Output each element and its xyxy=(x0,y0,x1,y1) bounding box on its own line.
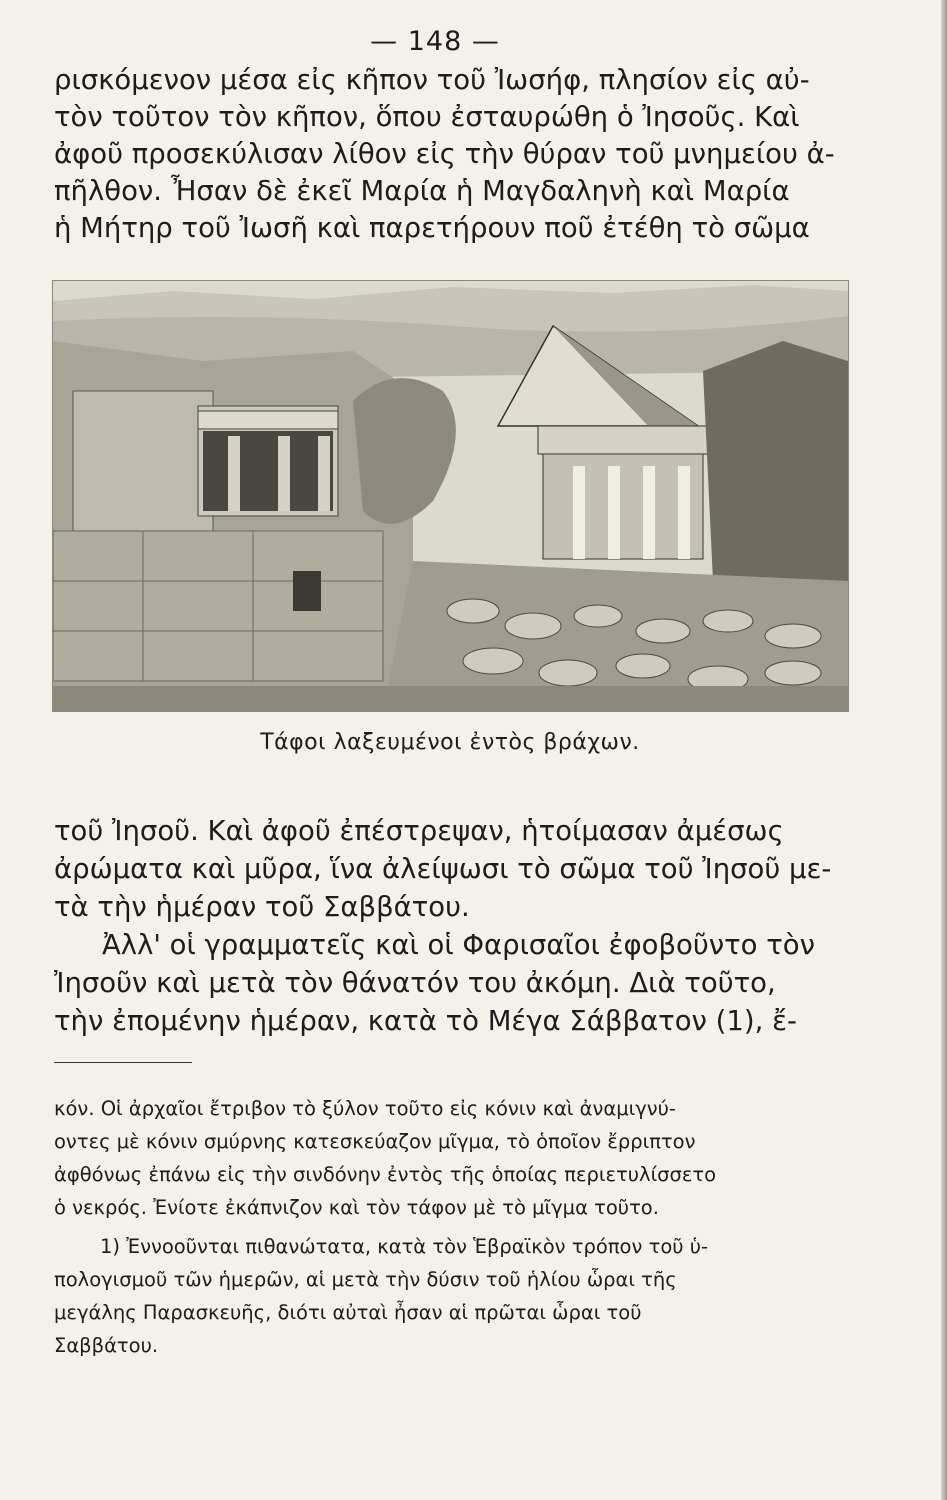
footnotes xyxy=(54,1092,844,1362)
text-line: Ἰησοῦν καὶ μετὰ τὸν θάνατόν του ἀκόμη. Διὰ τοῦτο, xyxy=(54,967,776,999)
paragraph xyxy=(54,926,854,1040)
text-line: τὸν τοῦτον τὸν κῆπον, ὅπου ἐσταυρώθη ὁ Ἰησοῦς. Καὶ xyxy=(54,101,800,133)
footnote-line: οντες μὲ κόνιν σμύρνης κατεσκεύαζον μῖγμα, τὸ ὁποῖον ἔρριπτον xyxy=(54,1130,696,1153)
text-line: ἀφοῦ προσεκύλισαν λίθον εἰς τὴν θύραν τοῦ μνημείου ἀ- xyxy=(54,138,835,170)
lower-paragraphs xyxy=(54,812,854,1040)
text-line: τοῦ Ἰησοῦ. Καὶ ἀφοῦ ἐπέστρεψαν, ἡτοίμασαν ἀμέσως xyxy=(54,815,784,847)
upper-paragraph xyxy=(54,62,854,247)
footnote-line: ὁ νεκρός. Ἐνίοτε ἐκάπνιζον καὶ τὸν τάφον μὲ τὸ μῖγμα τοῦτο. xyxy=(54,1196,659,1219)
footnote-line: Σαββάτου. xyxy=(54,1334,159,1357)
footnote-line: ἀφθόνως ἐπάνω εἰς τὴν σινδόνην ἐντὸς τῆς ὁποίας περιετυλίσσετο xyxy=(54,1163,717,1186)
text-line: Ἀλλ' οἱ γραμματεῖς καὶ οἱ Φαρισαῖοι ἐφοβοῦντο τὸν xyxy=(102,929,815,961)
footnote-line: πολογισμοῦ τῶν ἡμερῶν, αἱ μετὰ τὴν δύσιν τοῦ ἡλίου ὧραι τῆς xyxy=(54,1268,677,1291)
footnote-1 xyxy=(54,1230,844,1362)
text-line: τὴν ἐπομένην ἡμέραν, κατὰ τὸ Μέγα Σάββατον (1), ἔ- xyxy=(54,1005,797,1037)
scan-edge-shadow xyxy=(941,0,947,1500)
footnote-separator xyxy=(54,1062,192,1063)
footnote-line: κόν. Οἱ ἀρχαῖοι ἔτριβον τὸ ξύλον τοῦτο εἰς κόνιν καὶ ἀναμιγνύ- xyxy=(54,1097,676,1120)
engraving-illustration xyxy=(52,280,849,712)
footnote-line: 1) Ἐννοοῦνται πιθανώτατα, κατὰ τὸν Ἑβραϊκὸν τρόπον τοῦ ὑ- xyxy=(100,1235,709,1258)
paragraph xyxy=(54,812,854,926)
text-line: πῆλθον. Ἦσαν δὲ ἐκεῖ Μαρία ἡ Μαγδαληνὴ καὶ Μαρία xyxy=(54,175,790,207)
text-line: τὰ τὴν ἡμέραν τοῦ Σαββάτου. xyxy=(54,891,470,923)
figure-caption: Τάφοι λαξευμένοι ἐντὸς βράχων. xyxy=(260,730,640,755)
text-line: ἀρώματα καὶ μῦρα, ἵνα ἀλείψωσι τὸ σῶμα τοῦ Ἰησοῦ με- xyxy=(54,853,832,885)
rock-cut-tombs-engraving xyxy=(53,281,848,711)
page-number: — 148 — xyxy=(370,26,500,57)
footnote-continuation xyxy=(54,1092,844,1224)
text-line: ἡ Μήτηρ τοῦ Ἰωσῆ καὶ παρετήρουν ποῦ ἐτέθη τὸ σῶμα xyxy=(54,212,810,244)
text-line: ρισκόμενον μέσα εἰς κῆπον τοῦ Ἰωσήφ, πλησίον εἰς αὐ- xyxy=(54,64,810,96)
footnote-line: μεγάλης Παρασκευῆς, διότι αὐταὶ ἦσαν αἱ πρῶται ὧραι τοῦ xyxy=(54,1301,642,1324)
